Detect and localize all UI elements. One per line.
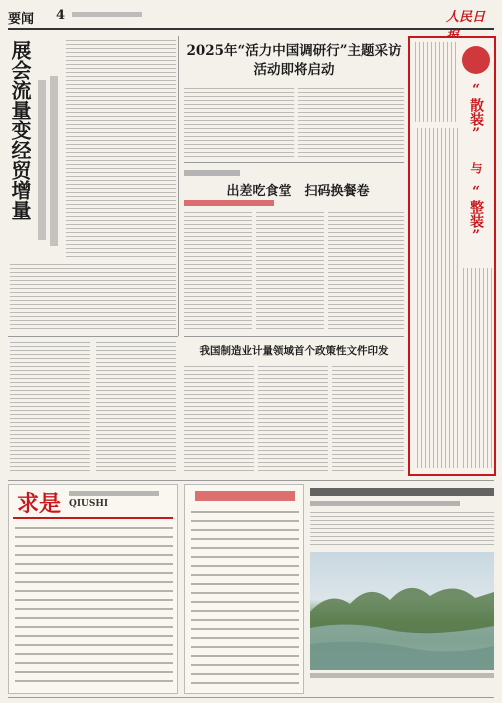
qiushi-en-title: QIUSHI	[69, 499, 109, 509]
commentary-title-part2: “整装”	[468, 184, 484, 244]
commentary-title-part1: “散装”	[468, 82, 484, 142]
header-divider	[8, 28, 494, 30]
page-header	[8, 6, 494, 28]
commentary-title-mid: 与	[469, 162, 483, 174]
qiushi-header-divider	[13, 517, 173, 519]
vertical-subhead-left	[38, 80, 46, 240]
commentary-intro-text	[414, 42, 456, 122]
page-number: 4	[56, 8, 66, 23]
food-subhead	[184, 200, 274, 206]
landscape-photo	[310, 552, 494, 670]
food-article-body-b	[256, 212, 324, 332]
food-kicker	[184, 170, 240, 176]
food-article-body-c	[328, 212, 404, 332]
mid-divider	[8, 480, 494, 481]
commentary-box	[408, 36, 496, 476]
finance-subhead	[310, 501, 460, 506]
photo-caption	[310, 673, 494, 678]
commentary-body-b	[462, 268, 492, 468]
main-article-divider	[184, 162, 404, 163]
middle-ad-box	[184, 484, 304, 694]
qiushi-subhead	[69, 491, 159, 496]
left-col-divider	[178, 36, 179, 336]
food-headline: 出差吃食堂 扫码换餐卷	[226, 184, 370, 199]
qiushi-contents-list	[15, 527, 173, 687]
left-article-body-a	[66, 40, 176, 260]
vertical-subhead-left-2	[50, 76, 58, 246]
finance-article-body	[310, 512, 494, 548]
middle-ad-contents	[191, 511, 299, 687]
main-article-body-b	[298, 88, 404, 158]
left-lower-article-body-b	[96, 342, 176, 474]
qiushi-ad-box	[8, 484, 178, 694]
mfg-top-divider	[184, 336, 404, 337]
footer-divider	[8, 697, 494, 698]
left-lower-article-body-a	[10, 342, 90, 474]
food-article-body-a	[184, 212, 252, 332]
middle-ad-title	[195, 491, 295, 501]
main-article-body-a	[184, 88, 294, 158]
left-article-body-b	[10, 264, 176, 332]
row2-divider	[8, 336, 178, 337]
commentary-body-a	[414, 128, 458, 468]
main-headline: 2025年“活力中国调研行”主题采访活动即将启动	[186, 43, 402, 78]
mfg-headline: 我国制造业计量领域首个政策性文件印发	[199, 345, 389, 357]
section-name: 要闻	[8, 12, 35, 27]
vertical-headline-left: 展会流量变经贸增量	[8, 40, 32, 220]
finance-headline	[310, 488, 494, 496]
newspaper-logo: 人民日	[446, 10, 486, 25]
commentary-emblem	[462, 46, 490, 74]
landscape-photo-svg	[310, 552, 494, 670]
mfg-article-body-c	[332, 366, 404, 474]
mfg-article-body-a	[184, 366, 254, 474]
header-date	[72, 12, 142, 17]
qiushi-logo: 求是	[17, 491, 62, 517]
mfg-article-body-b	[258, 366, 328, 474]
